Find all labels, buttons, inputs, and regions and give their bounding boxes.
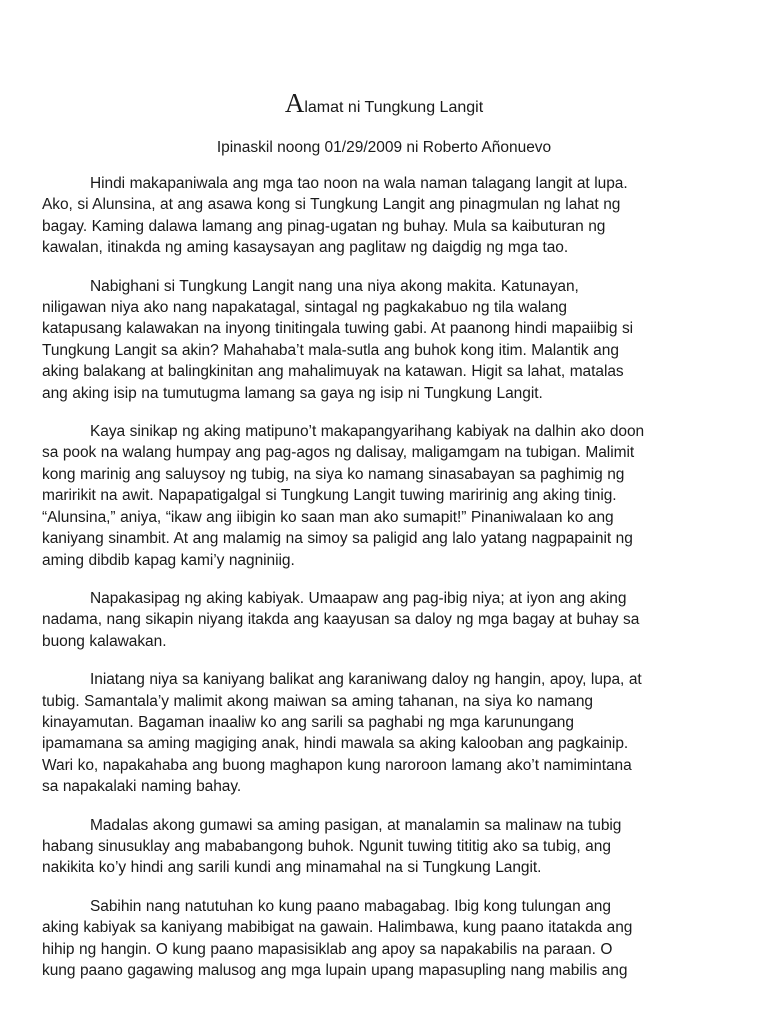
paragraph-line: katapusang kalawakan na inyong tinitingala tuwing gabi. At paanong hindi mapaiibig si xyxy=(42,320,634,338)
paragraph-line: kong marinig ang saluysoy ng tubig, na siya ko namang sinasabayan sa paghimig ng xyxy=(42,465,625,483)
paragraph-line: Ako, si Alunsina, at ang asawa kong si Tungkung Langit ang pinagmulan ng lahat ng xyxy=(42,196,621,214)
document-title xyxy=(0,88,768,123)
paragraph-line: Sabihin nang natutuhan ko kung paano mabagabag. Ibig kong tulungan ang xyxy=(90,897,611,915)
paragraph-line: Iniatang niya sa kaniyang balikat ang karaniwang daloy ng hangin, apoy, lupa, at xyxy=(90,671,642,689)
paragraph-line: nadama, nang sikapin niyang itakda ang kaayusan sa daloy ng mga bagay at buhay sa xyxy=(42,611,640,629)
paragraph-6 xyxy=(42,815,690,879)
paragraph-line: Napakasipag ng aking kabiyak. Umaapaw ang pag-ibig niya; at iyon ang aking xyxy=(90,589,627,607)
paragraph-2 xyxy=(42,276,690,404)
paragraph-line: aking balakang at balingkinitan ang mahalimuyak na katawan. Higit sa lahat, matalas xyxy=(42,363,624,381)
paragraph-line: Kaya sinikap ng aking matipuno’t makapangyarihang kabiyak na dalhin ako doon xyxy=(90,423,645,441)
paragraph-line: hihip ng hangin. O kung paano mapasisiklab ang apoy sa napakabilis na paraan. O xyxy=(42,940,613,958)
paragraph-3 xyxy=(42,421,690,571)
paragraph-line: Nabighani si Tungkung Langit nang una niya akong makita. Katunayan, xyxy=(90,277,579,295)
paragraph-line: habang sinusuklay ang mababangong buhok. Ngunit tuwing tititig ako sa tubig, ang xyxy=(42,837,611,855)
paragraph-line: kung paano gagawing malusog ang mga lupain upang mapasupling nang mabilis ang xyxy=(42,962,628,979)
paragraph-line: Wari ko, napakahaba ang buong maghapon kung naroroon lamang ako’t namimintana xyxy=(42,756,632,774)
paragraph-line: aking kabiyak sa kaniyang mabibigat na gawain. Halimbawa, kung paano itatakda ang xyxy=(42,919,633,937)
paragraph-line: bagay. Kaming dalawa lamang ang pinag-ugatan ng buhay. Mula sa kaibuturan ng xyxy=(42,217,606,235)
paragraph-line: niligawan niya ako nang napakatagal, sintagal ng pagkakabuo ng tila walang xyxy=(42,299,567,317)
paragraph-line: Hindi makapaniwala ang mga tao noon na wala naman talagang langit at lupa. xyxy=(90,175,628,192)
paragraph-line: kawalan, itinakda ng aming kasaysayan ang paglitaw ng daigdig ng mga tao. xyxy=(42,239,569,257)
paragraph-line: kaniyang sinambit. At ang malamig na simoy sa paligid ang lalo yatang nagpapainit ng xyxy=(42,530,633,548)
paragraph-line: ipamamana sa aming magiging anak, hindi mawala sa aking kalooban ang pagkainip. xyxy=(42,735,629,753)
paragraph-line: “Alunsina,” aniya, “ikaw ang iibigin ko saan man ako sumapit!” Pinaniwalaan ko ang xyxy=(42,508,614,526)
paragraph-line: Tungkung Langit sa akin? Mahahaba’t mala-sutla ang buhok kong itim. Malantik ang xyxy=(42,341,619,359)
paragraph-line: tubig. Samantala’y malimit akong maiwan sa aming tahanan, na siya ko namang xyxy=(42,692,593,710)
paragraph-7 xyxy=(42,896,690,982)
paragraph-line: kinayamutan. Bagaman inaaliw ko ang sarili sa paghabi ng mga karunungang xyxy=(42,713,574,731)
paragraph-line: sa napakalaki naming bahay. xyxy=(42,778,242,796)
paragraph-line: nakikita ko’y hindi ang sarili kundi ang minamahal na si Tungkung Langit. xyxy=(42,859,542,877)
paragraph-line: buong kalawakan. xyxy=(42,632,167,650)
paragraph-4 xyxy=(42,588,690,652)
paragraph-1 xyxy=(42,173,690,259)
byline: Ipinaskil noong 01/29/2009 ni Roberto Añonuevo xyxy=(216,139,552,156)
document-body xyxy=(42,173,690,998)
paragraph-line: Madalas akong gumawi sa aming pasigan, at manalamin sa malinaw na tubig xyxy=(90,816,622,834)
paragraph-line: sa pook na walang humpay ang pag-agos ng dalisay, maligamgam na tubigan. Malimit xyxy=(42,444,635,462)
paragraph-5 xyxy=(42,669,690,797)
paragraph-line: aming dibdib kapag kami’y nagniniig. xyxy=(42,551,295,569)
paragraph-line: ang aking isip na tumutugma lamang sa gaya ng isip ni Tungkung Langit. xyxy=(42,384,543,402)
title-drop-cap: A xyxy=(284,88,305,118)
title-text: lamat ni Tungkung Langit xyxy=(304,99,484,116)
paragraph-line: maririkit na awit. Napapatigalgal si Tungkung Langit tuwing maririnig ang aking tinig. xyxy=(42,487,617,505)
